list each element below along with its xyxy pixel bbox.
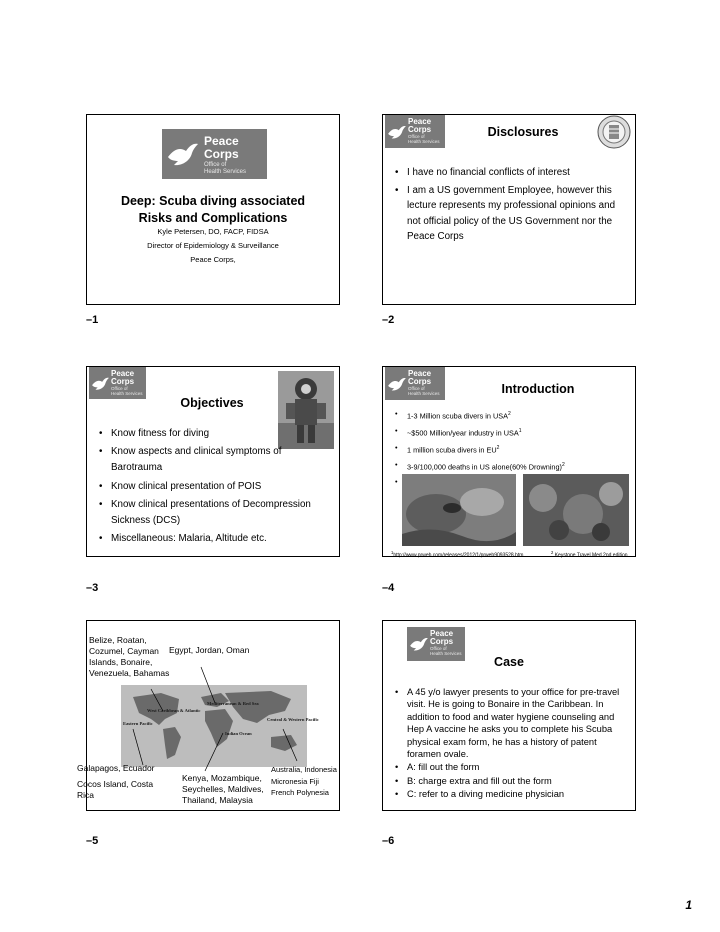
slide-1-title: Deep: Scuba diving associated Risks and Complications: [120, 194, 306, 225]
svg-text:Mediterranean & Red Sea: Mediterranean & Red Sea: [207, 701, 259, 706]
label-caribbean: Belize, Roatan, Cozumel, Cayman Islands, Bonaire, Venezuela, Bahamas: [89, 635, 170, 678]
author-org: Peace Corps,: [190, 255, 236, 264]
dove-icon: [387, 123, 407, 141]
slide-number-4: –4: [382, 582, 395, 594]
slide-5: [77, 620, 340, 811]
slide-2-title: Disclosures: [487, 125, 559, 139]
slide-number-5: –5: [86, 835, 99, 847]
label-pacific: Australia, Indonesia Micronesia Fiji French Polynesia: [271, 765, 337, 797]
label-galapagos: Galapagos, Ecuador: [77, 763, 155, 773]
slide-number-1: –1: [86, 314, 99, 326]
dove-icon: [166, 139, 200, 169]
list-item: • A: fill out the form: [395, 761, 633, 773]
svg-text:Indian Ocean: Indian Ocean: [225, 731, 252, 736]
svg-text:Eastern Pacific: Eastern Pacific: [123, 721, 153, 726]
slide-3-bullets: [99, 426, 331, 547]
page-number: 1: [685, 898, 692, 912]
list-item: • Know clinical presentations of Decompression Sickness (DCS): [99, 497, 331, 529]
list-item: • I have no financial conflicts of interest: [395, 165, 623, 181]
footnote-1: $^1$http://www.prweb.com/releases/2012/1/prweb9093528.htm: [391, 550, 524, 559]
dove-icon: [387, 375, 407, 393]
list-item: • 3-9/100,000 deaths in US alone(60% Drowning)$^2$: [395, 458, 631, 475]
slide-3: [86, 366, 340, 557]
list-item: • Miscellaneous: Malaria, Altitude etc.: [99, 531, 331, 547]
slide-4-title: Introduction: [501, 382, 575, 396]
list-item: • Know aspects and clinical symptoms of Barotrauma: [99, 444, 331, 476]
list-item: • 1-3 Million scuba divers in USA$^2$: [395, 407, 631, 424]
slide-2: [382, 114, 636, 305]
label-cocos: Cocos Island, Costa Rica: [77, 779, 154, 800]
slide-1: [86, 114, 340, 305]
list-item: • Know fitness for diving: [99, 426, 331, 442]
list-item: • 1 million scuba divers in $EU^2$: [395, 441, 631, 458]
footnote-2: $^2$ Keystone Travel Med 2nd edition: [551, 550, 628, 559]
slide-2-bullets: [395, 165, 623, 245]
list-item: • Know clinical presentation of POIS: [99, 479, 331, 495]
seal-icon: [597, 115, 631, 149]
author: Kyle Petersen, DO, FACP, FIDSA: [157, 227, 269, 236]
list-item: • ~$500 Million/year industry in USA$^1$: [395, 424, 631, 441]
slide-number-3: –3: [86, 582, 99, 594]
slide-6-bullets: [395, 686, 633, 801]
svg-text:West Caribbean & Atlantic: West Caribbean & Atlantic: [147, 708, 201, 713]
list-item: • C: refer to a diving medicine physician: [395, 788, 633, 800]
slide-6: [382, 620, 636, 811]
slide-3-title: Objectives: [180, 396, 244, 410]
svg-text:Central & Western Pacific: Central & Western Pacific: [267, 717, 319, 722]
dove-icon: [409, 635, 429, 653]
peace-corps-logo: Peace Corps Office of Health Services: [385, 367, 445, 400]
label-africa-asia: Kenya, Mozambique, Seychelles, Maldives, Thailand, Malaysia: [182, 773, 264, 805]
slide-number-6: –6: [382, 835, 395, 847]
underwater-photo-1: [402, 474, 516, 546]
list-item: • A 45 y/o lawyer presents to your office for pre-travel visit. He is going to Bonaire in the Caribbean. In addition to food and water hygiene counseling and Hep A vaccine he asks you to complete his Scuba physical exam form, he has a history of patent foramen ovale.: [395, 686, 633, 760]
peace-corps-logo: Peace Corps Office of Health Services: [407, 627, 465, 661]
list-item: • I am a US government Employee, however this lecture represents my professional opinions and not official policy of the US Government nor the Peace Corps: [395, 183, 623, 245]
list-item: • B: charge extra and fill out the form: [395, 775, 633, 787]
peace-corps-logo: Peace Corps Office of Health Services: [162, 129, 267, 179]
author-role: Director of Epidemiology & Surveillance: [147, 241, 279, 250]
label-middle-east: Egypt, Jordan, Oman: [169, 645, 250, 655]
slide-number-2: –2: [382, 314, 395, 326]
peace-corps-logo: Peace Corps Office of Health Services: [385, 115, 445, 148]
dove-icon: [91, 375, 110, 392]
slide-6-title: Case: [494, 655, 524, 669]
slide-4: [382, 366, 636, 557]
underwater-photo-2: [523, 474, 629, 546]
peace-corps-logo: Peace Corps Office of Health Services: [89, 367, 146, 399]
